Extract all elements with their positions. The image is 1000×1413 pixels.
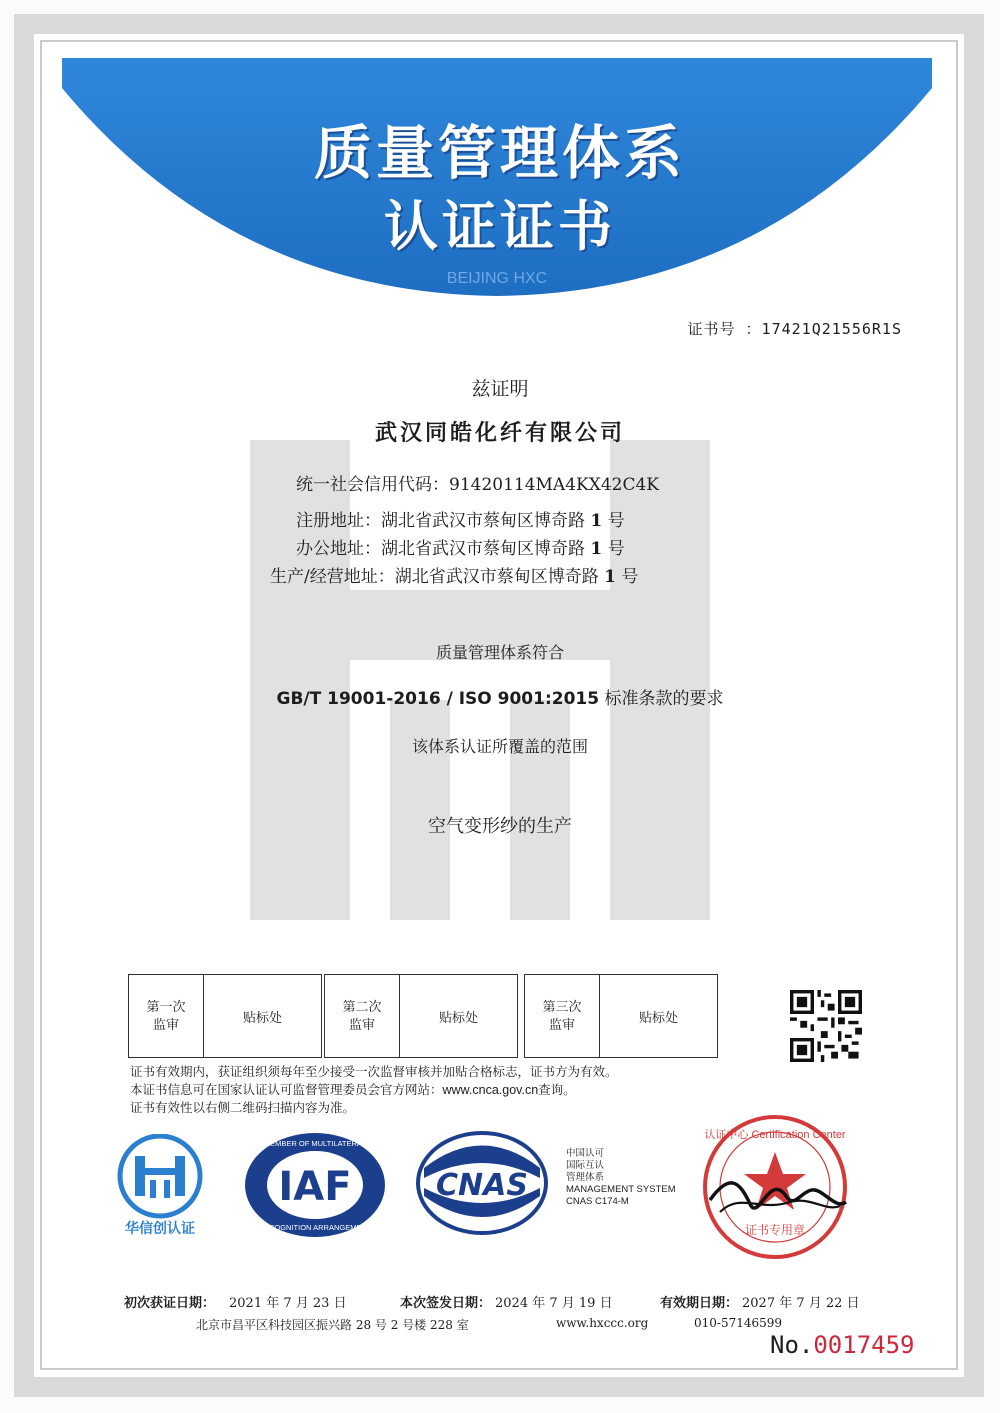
credit-code: 91420114MA4KX42C4K (449, 475, 659, 495)
svg-text:CNAS: CNAS (436, 1168, 528, 1203)
svg-text:认证中心 Certification Center: 认证中心 Certification Center (704, 1129, 846, 1141)
reg-address-hao: 号 (607, 511, 625, 531)
surveillance-box-1 (128, 974, 322, 1058)
production-address-label: 生产/经营地址： (270, 567, 395, 587)
surveillance-box-2 (324, 974, 518, 1058)
note-line: 证书有效期内，获证组织须每年至少接受一次监督审核并加贴合格标志，证书方为有效。 (130, 1065, 618, 1079)
certificate-number: 证书号 ：17421Q21556R1S (687, 320, 902, 338)
issuer-phone: 010-57146599 (694, 1316, 783, 1330)
sticker-place: 贴标处 (438, 1009, 478, 1025)
standard-line (0, 684, 1000, 709)
iaf-logo (240, 1128, 390, 1243)
office-address: 湖北省武汉市蔡甸区博奇路 (381, 539, 585, 559)
note-line: 本证书信息可在国家认证认可监督管理委员会官方网站：www.cnca.gov.cn查询。 (130, 1083, 576, 1097)
first-issue-date: 初次获证日期： 2021 年 7 月 23 日 (124, 1296, 347, 1311)
company-name: 武汉同皓化纤有限公司 (374, 421, 625, 446)
sticker-place: 贴标处 (242, 1009, 282, 1025)
sticker-place: 贴标处 (638, 1009, 678, 1025)
surveillance-label: 第三次 监审 (525, 975, 600, 1057)
reg-address-line (296, 506, 625, 531)
expiry-date: 有效期日期： 2027 年 7 月 22 日 (660, 1296, 860, 1311)
cnas-logo (412, 1128, 552, 1238)
certificate-subtitle: 认证证书 (384, 194, 616, 258)
production-address-line (270, 562, 638, 587)
reg-address-number: 1 (590, 511, 603, 531)
standard-intro: 质量管理体系符合 (435, 645, 564, 662)
current-issue-date: 本次签发日期： 2024 年 7 月 19 日 (400, 1296, 613, 1311)
reg-address-label: 注册地址： (296, 511, 381, 531)
serial-number: No.0017459 (770, 1331, 915, 1359)
reg-address: 湖北省武汉市蔡甸区博奇路 (381, 511, 585, 531)
scope-text: 空气变形纱的生产 (428, 816, 572, 836)
issuer-website[interactable]: www.hxccc.org (556, 1316, 649, 1330)
office-address-label: 办公地址： (296, 539, 381, 559)
svg-text:IAF: IAF (278, 1164, 352, 1210)
issuer-address: 北京市昌平区科技园区振兴路 28 号 2 号楼 228 室 (196, 1318, 469, 1332)
standard-suffix: 标准条款的要求 (604, 689, 724, 709)
certificate-notes (130, 1063, 618, 1117)
hxc-certification-logo (105, 1134, 215, 1239)
office-address-hao: 号 (607, 539, 625, 559)
production-address-hao: 号 (621, 567, 639, 587)
qr-code-icon[interactable] (790, 990, 862, 1062)
banner-pattern-text: BEIJING HXC (446, 270, 548, 287)
production-address-number: 1 (604, 567, 616, 587)
attest-text: 兹证明 (471, 379, 529, 400)
scope-intro: 该体系认证所覆盖的范围 (411, 739, 588, 756)
svg-text:RECOGNITION ARRANGEMENT: RECOGNITION ARRANGEMENT (258, 1223, 372, 1232)
svg-text:华信创认证: 华信创认证 (125, 1221, 195, 1237)
svg-text:MEMBER OF MULTILATERAL: MEMBER OF MULTILATERAL (263, 1139, 367, 1148)
surveillance-box-3 (524, 974, 718, 1058)
office-address-line (296, 534, 625, 559)
standard-code: GB/T 19001-2016 / ISO 9001:2015 (276, 689, 600, 709)
note-line: 证书有效性以右侧二维码扫描内容为准。 (130, 1101, 356, 1115)
certificate-title: 质量管理体系 (313, 119, 686, 187)
surveillance-label: 第一次 监审 (129, 975, 204, 1057)
surveillance-label: 第二次 监审 (325, 975, 400, 1057)
credit-code-label: 统一社会信用代码： (296, 475, 449, 495)
office-address-number: 1 (590, 539, 603, 559)
svg-text:证书专用章: 证书专用章 (744, 1223, 806, 1237)
cnas-accreditation-text: 中国认可 国际互认 管理体系 MANAGEMENT SYSTEM CNAS C174-M (566, 1148, 676, 1207)
production-address: 湖北省武汉市蔡甸区博奇路 (394, 567, 599, 587)
credit-code-line (296, 470, 659, 495)
certification-seal (700, 1112, 850, 1262)
